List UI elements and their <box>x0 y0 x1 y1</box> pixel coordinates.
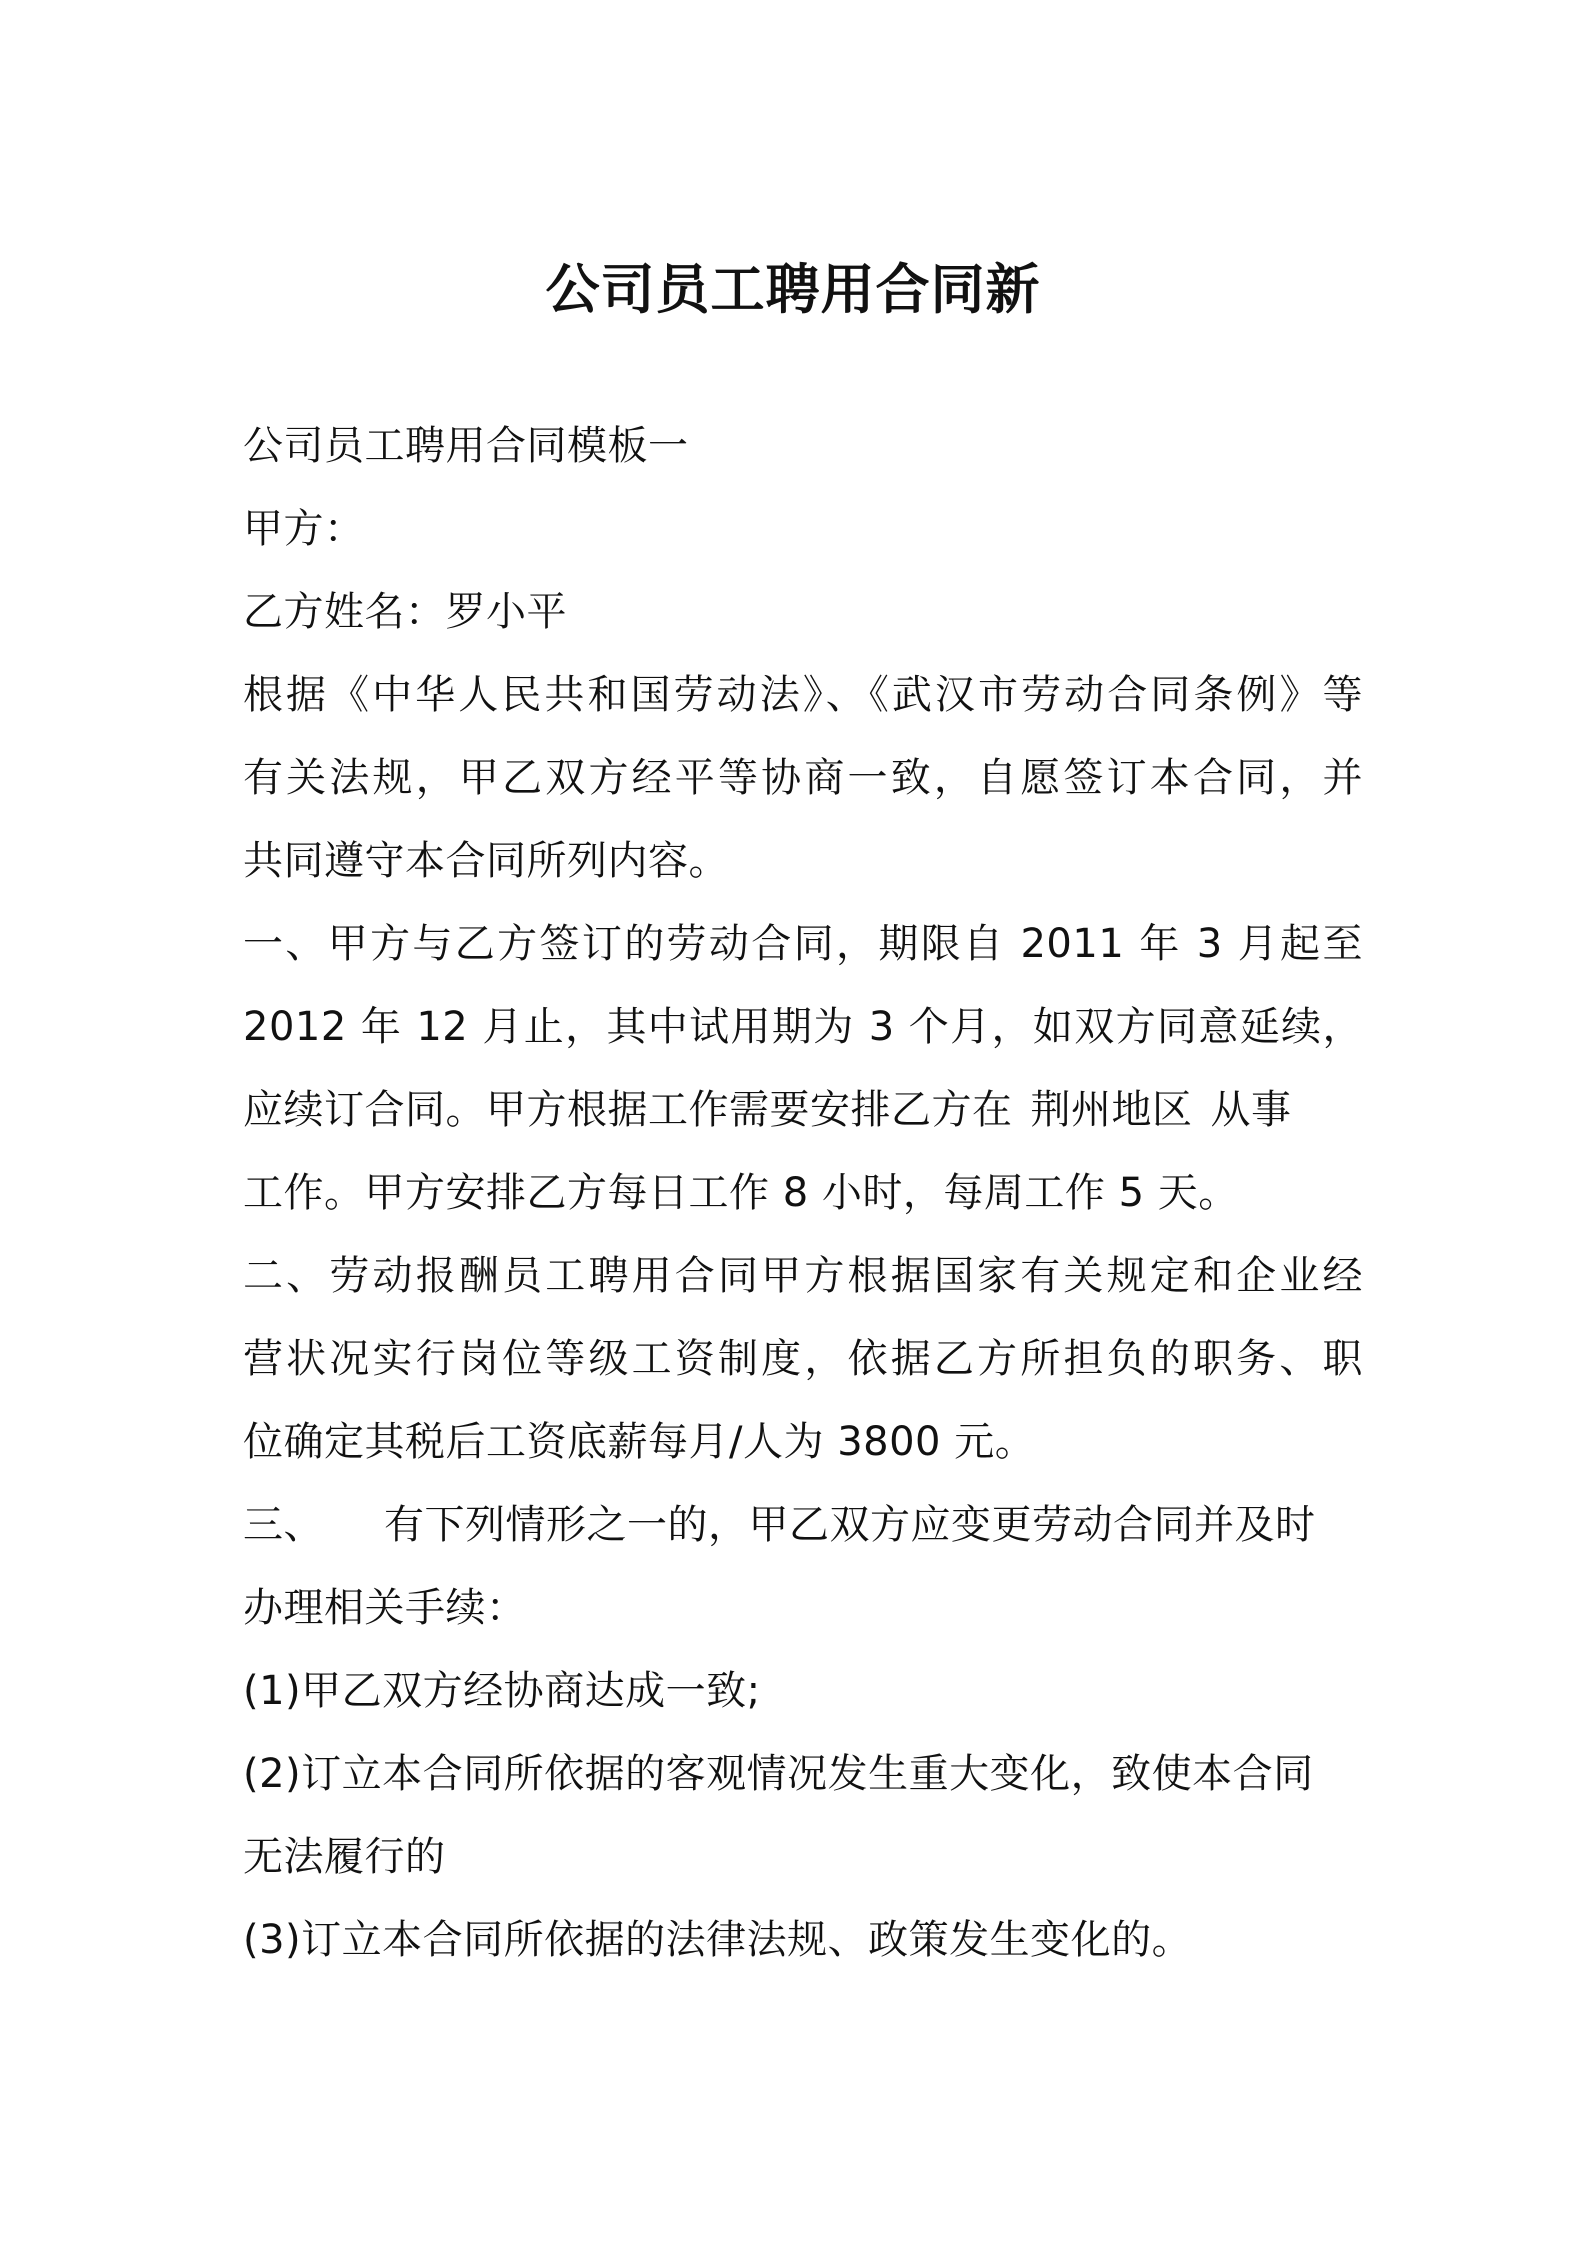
clause-1-line-1: 一、甲方与乙方签订的劳动合同，期限自 2011 年 3 月起至 <box>243 921 1363 967</box>
party-b-line: 乙方姓名：罗小平 <box>243 589 567 635</box>
document-body <box>243 405 1363 1982</box>
work-location: 荆州地区 <box>1030 1087 1193 1133</box>
clause-3-line-1-text: 有下列情形之一的，甲乙双方应变更劳动合同并及时 <box>384 1502 1316 1548</box>
preamble-line-3: 共同遵守本合同所列内容。 <box>243 838 729 884</box>
contract-subtitle: 公司员工聘用合同模板一 <box>243 423 689 469</box>
clause-1-line-3-end: 从事 <box>1210 1087 1292 1133</box>
clause-1-line-3 <box>243 1069 1363 1152</box>
clause-3-number: 三、 <box>243 1502 324 1548</box>
clause-3-line-2: 办理相关手续： <box>243 1585 527 1631</box>
clause-1-line-2: 2012 年 12 月止，其中试用期为 3 个月，如双方同意延续， <box>243 1004 1363 1050</box>
clause-1-line-4: 工作。甲方安排乙方每日工作 8 小时，每周工作 5 天。 <box>243 1170 1239 1216</box>
document-title: 公司员工聘用合同新 <box>545 258 1041 321</box>
clause-3-item-2: (2)订立本合同所依据的客观情况发生重大变化，致使本合同 <box>243 1751 1314 1797</box>
clause-1-line-3-text: 应续订合同。甲方根据工作需要安排乙方在 <box>243 1087 1013 1133</box>
preamble-line-2: 有关法规，甲乙双方经平等协商一致，自愿签订本合同，并 <box>243 755 1363 801</box>
clause-2-line-1: 二、劳动报酬员工聘用合同甲方根据国家有关规定和企业经 <box>243 1253 1363 1299</box>
clause-3-item-3: (3)订立本合同所依据的法律法规、政策发生变化的。 <box>243 1917 1193 1963</box>
clause-3-line-1 <box>243 1484 1363 1567</box>
clause-3-item-2-cont: 无法履行的 <box>243 1834 446 1880</box>
clause-2-line-2: 营状况实行岗位等级工资制度，依据乙方所担负的职务、职 <box>243 1336 1363 1382</box>
clause-3-item-1: (1)甲乙双方经协商达成一致; <box>243 1668 761 1714</box>
preamble-line-1: 根据《中华人民共和国劳动法》、《武汉市劳动合同条例》等 <box>243 672 1363 718</box>
clause-2-line-3: 位确定其税后工资底薪每月/人为 3800 元。 <box>243 1419 1036 1465</box>
party-a-label: 甲方： <box>243 506 365 552</box>
